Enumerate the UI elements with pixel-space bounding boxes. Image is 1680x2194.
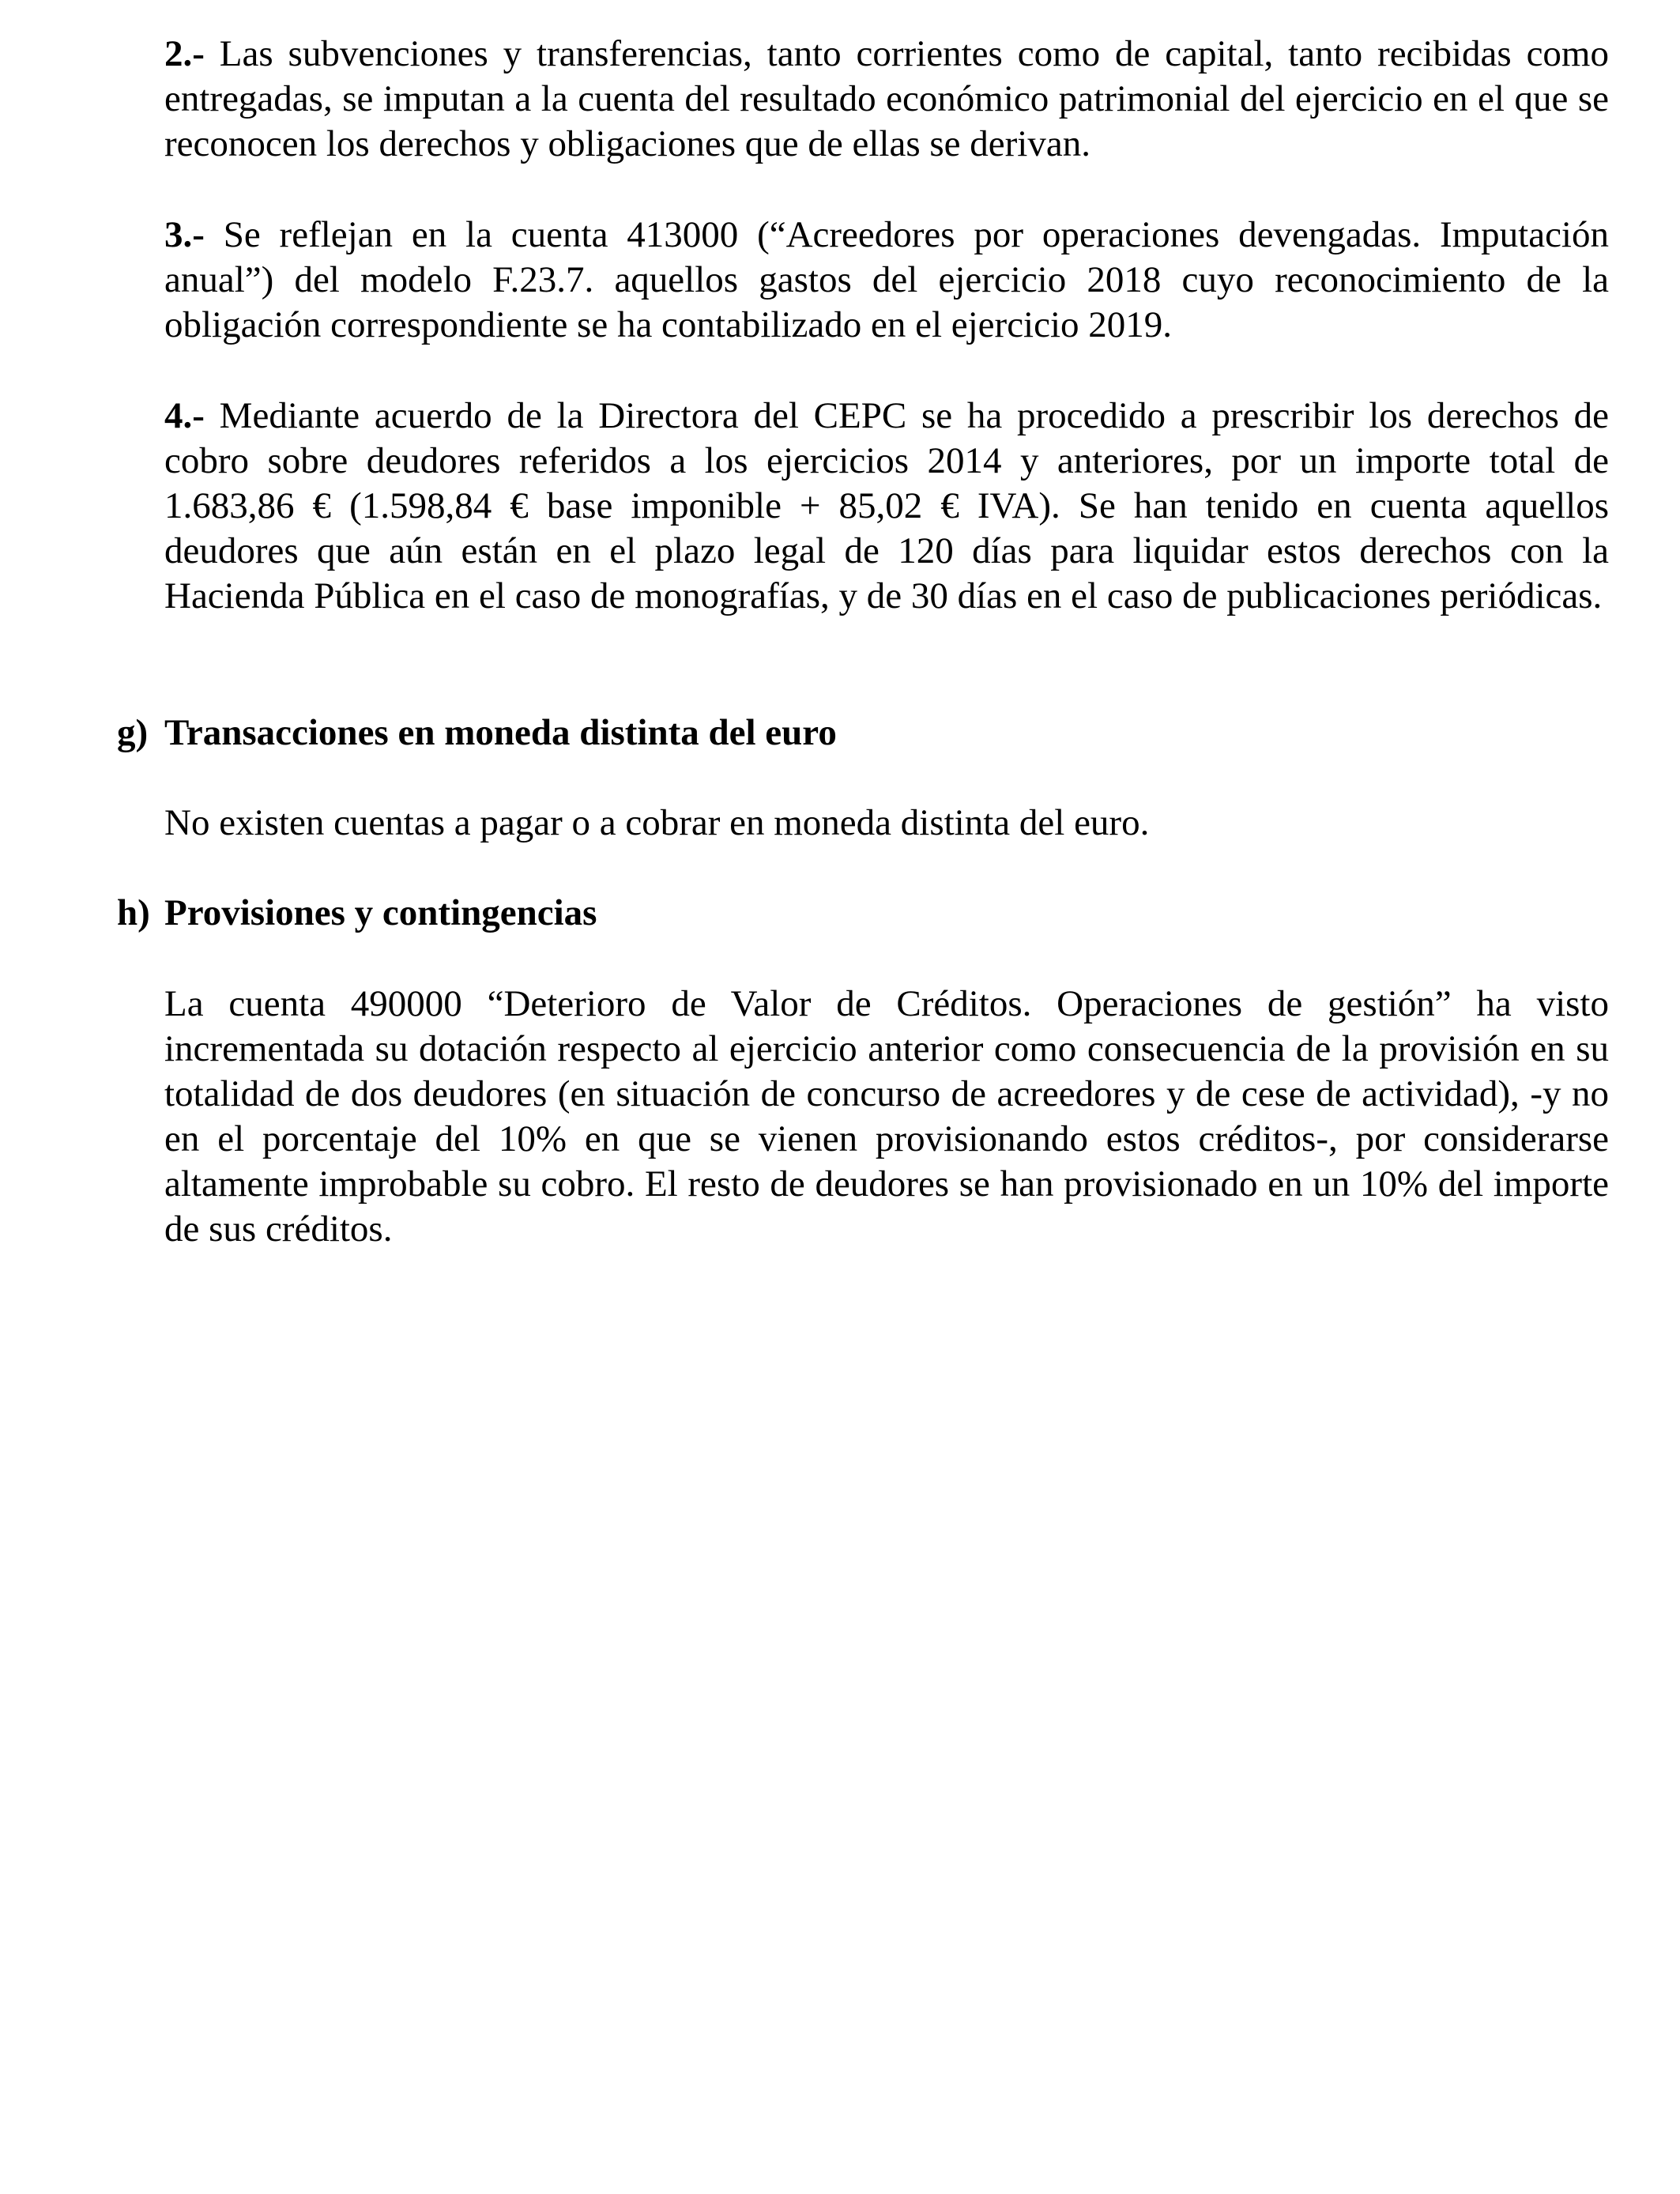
paragraph-item-4	[164, 394, 1609, 619]
section-g-body: No existen cuentas a pagar o a cobrar en moneda distinta del euro.	[164, 802, 1150, 843]
section-heading-h	[117, 891, 1603, 936]
section-h-body: La cuenta 490000 “Deterioro de Valor de Créditos. Operaciones de gestión” ha visto incrementada su dotación respecto al ejercicio anterior como consecuencia de la provisión en su totalidad de dos deudores (en situación de concurso de acreedores y de cese de actividad), -y no en el porcentaje del 10% en que se vienen provisionando estos créditos-, por considerarse altamente improbable su cobro. El resto de deudores se han provisionado en un 10% del importe de sus créditos.	[164, 983, 1609, 1250]
item-number: 4.-	[164, 395, 205, 436]
section-letter: h)	[117, 892, 150, 933]
item-text: Se reflejan en la cuenta 413000 (“Acreedores por operaciones devengadas. Imputación anual”) del modelo F.23.7. aquellos gastos del ejercicio 2018 cuyo reconocimiento de la obligación correspondiente se ha contabilizado en el ejercicio 2019.	[164, 214, 1609, 345]
item-number: 3.-	[164, 214, 205, 255]
section-letter: g)	[117, 712, 149, 753]
item-text: Mediante acuerdo de la Directora del CEPC se ha procedido a prescribir los derechos de cobro sobre deudores referidos a los ejercicios 2014 y anteriores, por un importe total de 1.683,86 € (1.598,84 € base imponible + 85,02 € IVA). Se han tenido en cuenta aquellos deudores que aún están en el plazo legal de 120 días para liquidar estos derechos con la Hacienda Pública en el caso de monografías, y de 30 días en el caso de publicaciones periódicas.	[164, 395, 1609, 616]
paragraph-item-2	[164, 32, 1609, 167]
item-text: Las subvenciones y transferencias, tanto corrientes como de capital, tanto recibidas como entregadas, se imputan a la cuenta del resultado económico patrimonial del ejercicio en el que se reconocen los derechos y obligaciones que de ellas se derivan.	[164, 33, 1609, 164]
item-number: 2.-	[164, 33, 205, 74]
section-title: Provisiones y contingencias	[164, 892, 597, 933]
section-title: Transacciones en moneda distinta del euro	[164, 712, 837, 753]
section-heading-g	[117, 711, 1603, 756]
paragraph-item-3	[164, 213, 1609, 348]
